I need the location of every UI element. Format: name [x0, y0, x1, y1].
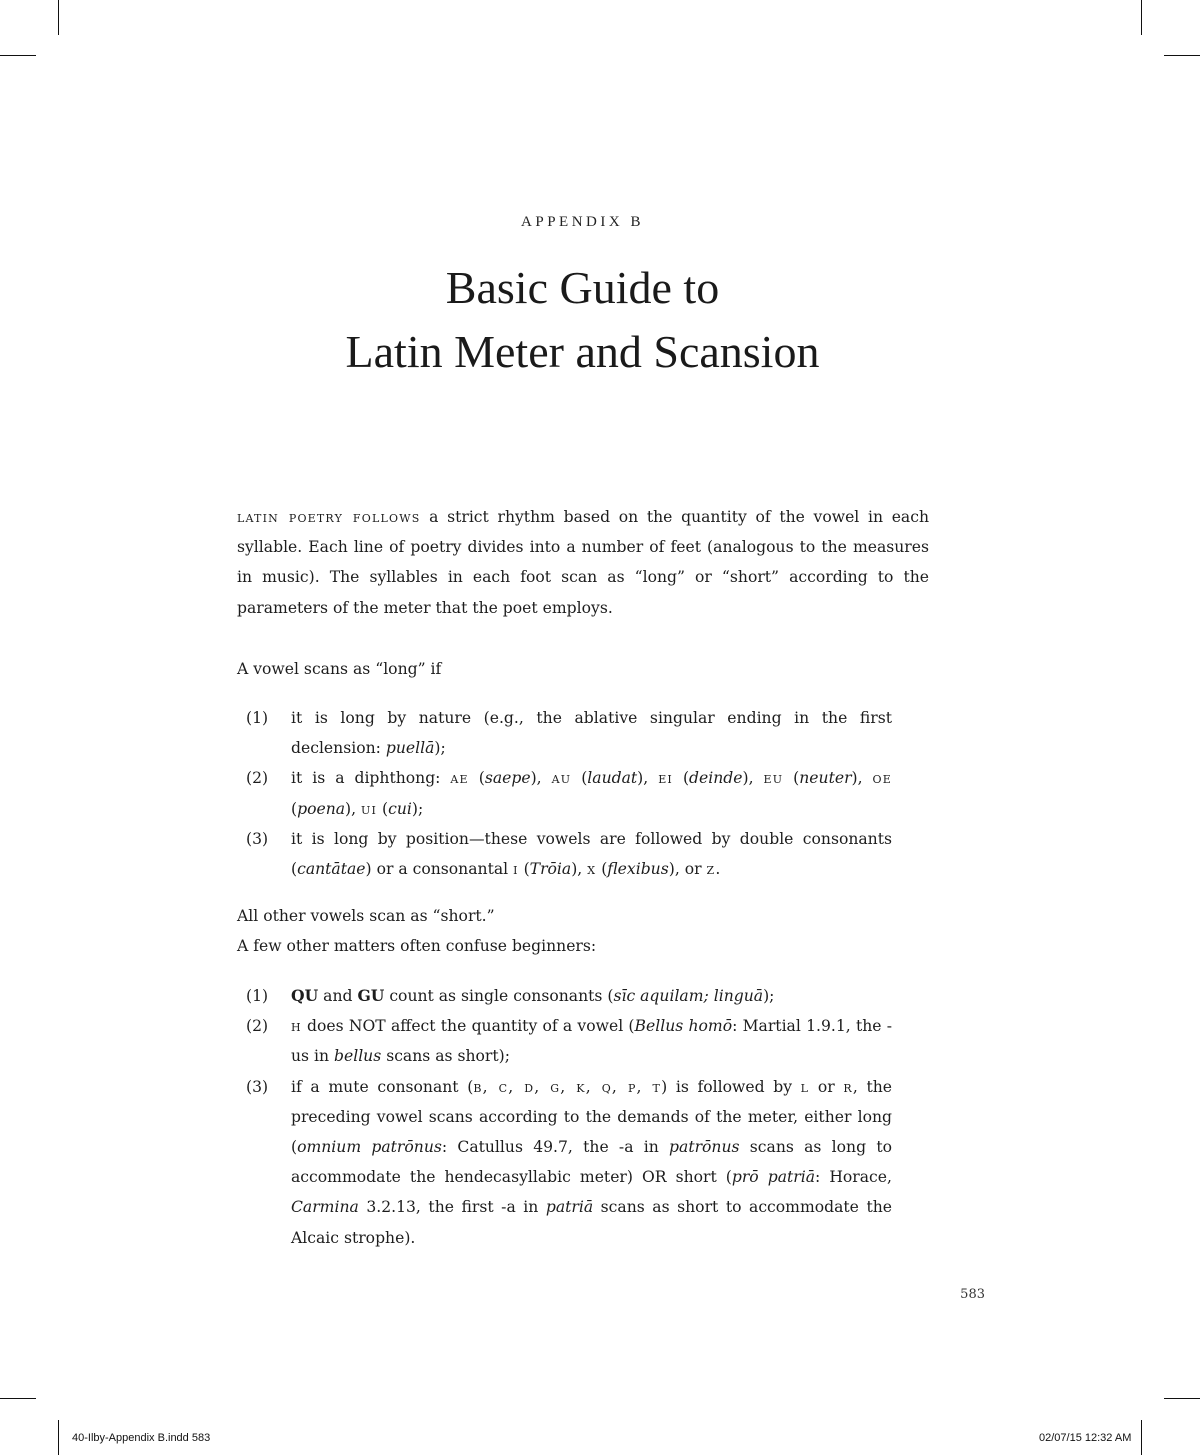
- latin-example: patrōnus: [669, 1138, 740, 1157]
- latin-example: omnium patrōnus: [297, 1138, 442, 1157]
- latin-example: neuter: [799, 769, 852, 788]
- crop-mark-bottom-right: [1141, 1420, 1142, 1455]
- list-text: it is long by position—these vowels are followed by double consonants (: [291, 829, 892, 879]
- list-text: .: [715, 860, 721, 879]
- latin-example: Trōia: [529, 860, 572, 879]
- latin-example: laudat: [587, 769, 638, 788]
- chapter-title-line-2: Latin Meter and Scansion: [345, 326, 820, 377]
- letter: i: [513, 860, 519, 879]
- crop-mark-bottom-left: [58, 1420, 59, 1455]
- latin-example: cantātae: [297, 860, 366, 879]
- list-text: ),: [345, 799, 362, 818]
- list-text: : Horace,: [815, 1168, 892, 1187]
- chapter-title-line-1: Basic Guide to: [445, 262, 720, 313]
- list-text: : Martial 1.9.1, the -us in: [291, 1017, 893, 1066]
- crop-mark-top-right-horizontal: [1164, 55, 1200, 56]
- latin-example: saepe: [484, 769, 531, 788]
- list-text: or: [809, 1077, 844, 1096]
- list-text: it is long by nature (e.g., the ablative singular ending in the first declension:: [291, 709, 892, 758]
- list-text: scans as short to accommodate the Alcaic strophe).: [291, 1198, 892, 1247]
- appendix-label: APPENDIX B: [521, 214, 644, 230]
- list-text: , the preceding vowel scans according to the demands of the meter, either long (: [291, 1077, 892, 1157]
- chapter-title: [0, 256, 1165, 384]
- latin-example: patriā: [545, 1198, 594, 1217]
- list-number: (2): [246, 1017, 269, 1036]
- short-rule: All other vowels scan as “short.”: [237, 907, 495, 925]
- crop-mark-bottom-right-horizontal: [1164, 1398, 1200, 1399]
- list-text: (: [571, 769, 588, 788]
- list-number: (3): [246, 829, 269, 848]
- latin-example: prō patriā: [731, 1168, 816, 1187]
- crop-mark-bottom-left-horizontal: [0, 1398, 36, 1399]
- latin-example: poena: [297, 799, 346, 818]
- list-item: [246, 763, 892, 823]
- list-text: scans as short);: [381, 1047, 510, 1066]
- list-text: ),: [571, 860, 588, 879]
- diphthong: ae: [450, 769, 469, 788]
- diphthong: au: [551, 769, 572, 788]
- list-item: [246, 1011, 892, 1071]
- list-number: (1): [246, 987, 269, 1005]
- list-text: (: [672, 769, 690, 788]
- list-number: (2): [246, 769, 269, 788]
- list-number: (3): [246, 1077, 269, 1096]
- consonant-pair: GU: [357, 986, 385, 1005]
- list-text: and: [318, 987, 358, 1005]
- latin-example: sīc aquilam; linguā: [613, 987, 764, 1005]
- list-text: it is a diphthong:: [291, 769, 451, 788]
- list-text: ),: [637, 769, 659, 788]
- latin-example: flexibus: [607, 860, 669, 879]
- letter: h: [291, 1017, 302, 1036]
- page-number: 583: [960, 1287, 985, 1302]
- diphthong: ui: [361, 799, 378, 818]
- list-text: (: [596, 860, 608, 879]
- confuse-list: [246, 981, 892, 1253]
- list-text: ),: [742, 769, 764, 788]
- letter: z: [706, 860, 716, 879]
- list-text: if a mute consonant (: [291, 1077, 474, 1096]
- list-text: );: [763, 987, 775, 1005]
- slug-timestamp: 02/07/15 12:32 AM: [1039, 1432, 1132, 1444]
- list-text: (: [377, 799, 389, 818]
- latin-example: bellus: [334, 1047, 382, 1066]
- long-rules-lead: A vowel scans as “long” if: [237, 660, 442, 678]
- diphthong: oe: [872, 769, 892, 788]
- latin-example: puellā: [385, 739, 435, 758]
- list-text: 3.2.13, the first -a in: [358, 1198, 546, 1217]
- diphthong: eu: [763, 769, 784, 788]
- list-number: (1): [246, 709, 269, 727]
- list-text: ),: [530, 769, 552, 788]
- list-text: (: [291, 799, 298, 818]
- intro-paragraph: [237, 502, 929, 623]
- list-text: (: [468, 769, 485, 788]
- latin-example: Bellus homō: [634, 1017, 733, 1036]
- consonant-pair: QU: [291, 986, 319, 1005]
- list-text: ),: [851, 769, 873, 788]
- letter: r: [843, 1077, 853, 1096]
- list-text: ), or: [668, 860, 707, 879]
- long-rules-list: [246, 703, 892, 884]
- latin-example: Carmina: [291, 1198, 359, 1217]
- list-text: count as single consonants (: [384, 987, 614, 1005]
- intro-lead-in: latin poetry follows: [237, 508, 421, 526]
- letter: x: [587, 860, 597, 879]
- crop-mark-top-left: [58, 0, 59, 35]
- list-text: does NOT affect the quantity of a vowel (: [301, 1017, 635, 1036]
- slug-file-info: 40-Ilby-Appendix B.indd 583: [72, 1432, 211, 1444]
- list-item: [246, 981, 892, 1011]
- list-text: );: [434, 739, 446, 758]
- list-item: [246, 703, 892, 763]
- list-text: (: [783, 769, 800, 788]
- list-text: ) is followed by: [661, 1077, 801, 1096]
- list-text: : Catullus 49.7, the -a in: [441, 1138, 670, 1157]
- letter: b, c, d, g, k, q, p, t: [473, 1077, 662, 1096]
- list-text: ) or a consonantal: [365, 860, 514, 879]
- letter: l: [800, 1077, 810, 1096]
- crop-mark-top-left-horizontal: [0, 55, 36, 56]
- diphthong: ei: [658, 769, 673, 788]
- list-text: (: [518, 860, 530, 879]
- latin-example: deinde: [689, 769, 743, 788]
- list-text: scans as long to accommodate the hendecasyllabic meter) OR short (: [291, 1138, 892, 1187]
- confuse-lead: A few other matters often confuse beginners:: [237, 937, 597, 955]
- latin-example: cui: [388, 799, 412, 818]
- list-text: );: [411, 799, 424, 818]
- crop-mark-top-right: [1141, 0, 1142, 35]
- list-item: [246, 1072, 892, 1253]
- list-item: [246, 824, 892, 884]
- intro-text: a strict rhythm based on the quantity of the vowel in each syllable. Each line of poetry divides into a number of feet (analogous to the measures in music). The syllables in each foot scan as “long” or “short” according to the parameters of the meter that the poet employs.: [237, 508, 929, 617]
